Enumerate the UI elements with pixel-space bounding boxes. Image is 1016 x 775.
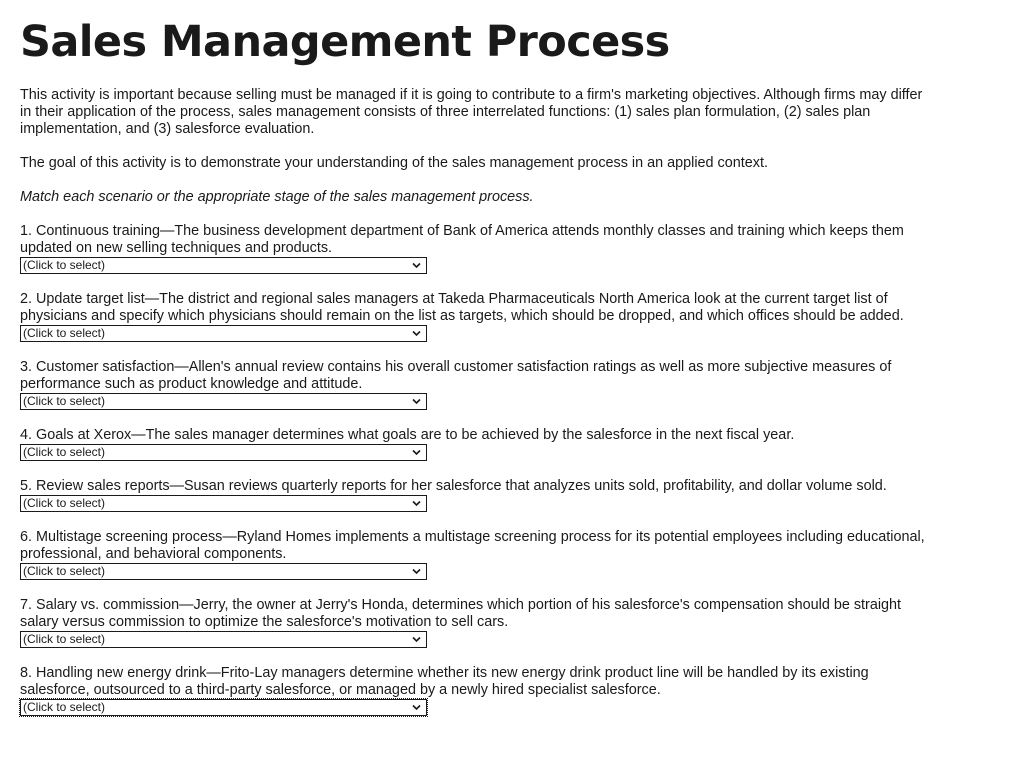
- question-5: [20, 478, 935, 512]
- question-text: 2. Update target list—The district and regional sales managers at Takeda Pharmaceuticals North America look at the current target list of physicians and specify which physicians should remain on the list as targets, which should be dropped, and which offices should be added.: [20, 291, 904, 324]
- question-1: [20, 223, 935, 274]
- chevron-down-icon: [412, 449, 421, 456]
- instruction-text: Match each scenario or the appropriate stage of the sales management process.: [20, 189, 534, 205]
- chevron-down-icon: [412, 568, 421, 575]
- dropdown-selected-value: (Click to select): [23, 445, 106, 459]
- intro-paragraph: This activity is important because selling must be managed if it is going to contribute to a firm's marketing objectives. Although firms may differ in their application of the process, sales management consists of three interrelated functions: (1) sales plan formulation, (2) sales plan implementation, and (3) salesforce evaluation.: [20, 87, 923, 137]
- chevron-down-icon: [412, 636, 421, 643]
- chevron-down-icon: [412, 262, 421, 269]
- activity-page: [20, 0, 935, 716]
- dropdown-selected-value: (Click to select): [23, 700, 106, 714]
- question-text: 8. Handling new energy drink—Frito-Lay managers determine whether its new energy drink product line will be handled by its existing salesforce, outsourced to a third-party salesforce, or managed by a newly hired specialist salesforce.: [20, 665, 869, 698]
- question-7: [20, 597, 935, 648]
- question-text: 4. Goals at Xerox—The sales manager determines what goals are to be achieved by the salesforce in the next fiscal year.: [20, 427, 795, 443]
- question-text: 7. Salary vs. commission—Jerry, the owner at Jerry's Honda, determines which portion of his salesforce's compensation should be straight salary versus commission to optimize the salesforce's motivation to sell cars.: [20, 597, 902, 630]
- chevron-down-icon: [412, 704, 421, 711]
- question-3: [20, 359, 935, 410]
- dropdown-selected-value: (Click to select): [23, 564, 106, 578]
- answer-dropdown-4[interactable]: [20, 444, 427, 461]
- answer-dropdown-1[interactable]: [20, 257, 427, 274]
- chevron-down-icon: [412, 398, 421, 405]
- chevron-down-icon: [412, 330, 421, 337]
- chevron-down-icon: [412, 500, 421, 507]
- answer-dropdown-6[interactable]: [20, 563, 427, 580]
- question-4: [20, 427, 935, 461]
- dropdown-selected-value: (Click to select): [23, 326, 106, 340]
- answer-dropdown-7[interactable]: [20, 631, 427, 648]
- dropdown-selected-value: (Click to select): [23, 632, 106, 646]
- dropdown-selected-value: (Click to select): [23, 258, 106, 272]
- question-8: [20, 665, 935, 716]
- answer-dropdown-3[interactable]: [20, 393, 427, 410]
- question-text: 6. Multistage screening process—Ryland Homes implements a multistage screening process for its potential employees including educational, professional, and behavioral components.: [20, 529, 925, 562]
- question-6: [20, 529, 935, 580]
- question-2: [20, 291, 935, 342]
- page-title: Sales Management Process: [20, 17, 670, 67]
- dropdown-selected-value: (Click to select): [23, 394, 106, 408]
- question-text: 5. Review sales reports—Susan reviews quarterly reports for her salesforce that analyzes units sold, profitability, and dollar volume sold.: [20, 478, 887, 494]
- dropdown-selected-value: (Click to select): [23, 496, 106, 510]
- goal-paragraph: The goal of this activity is to demonstrate your understanding of the sales management process in an applied context.: [20, 155, 768, 171]
- answer-dropdown-8[interactable]: [20, 699, 427, 716]
- answer-dropdown-5[interactable]: [20, 495, 427, 512]
- question-text: 1. Continuous training—The business development department of Bank of America attends monthly classes and training which keeps them updated on new selling techniques and products.: [20, 223, 904, 256]
- question-text: 3. Customer satisfaction—Allen's annual review contains his overall customer satisfaction ratings as well as more subjective measures of performance such as product knowledge and attitude.: [20, 359, 892, 392]
- answer-dropdown-2[interactable]: [20, 325, 427, 342]
